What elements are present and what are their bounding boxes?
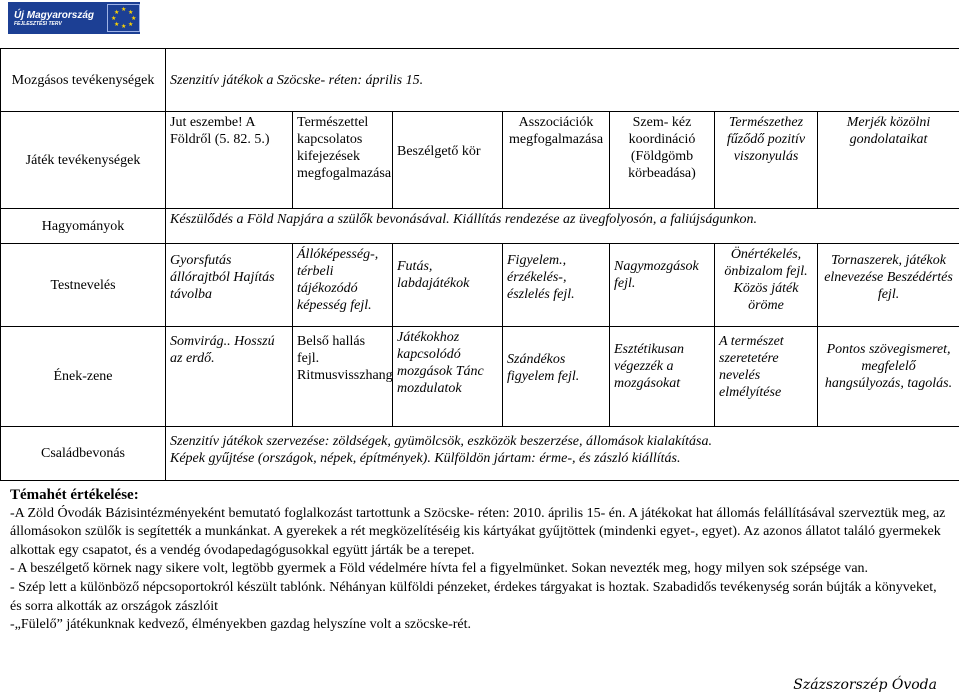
jatek-col5-text: Szem- kéz koordináció (Földgömb körbeadása) — [628, 115, 696, 181]
test-col4-text: Figyelem., érzékelés-, észlelés fejl. — [507, 253, 575, 302]
enek-col4 — [503, 327, 610, 427]
row-jatek — [1, 112, 959, 209]
row-hagyomanyok — [1, 209, 959, 244]
enek-col6 — [715, 327, 818, 427]
evaluation-heading: Témahét értékelése: — [10, 487, 139, 503]
eu-flag-icon: ★ ★ ★ ★ ★ ★ ★ ★ — [107, 4, 140, 32]
cell-hagyomanyok — [166, 209, 959, 244]
enek-col1-text: Somvirág.. Hosszú az erdő. — [170, 334, 275, 366]
enek-col3-text: Játékokhoz kapcsolódó mozgások Tánc mozdulatok — [397, 330, 484, 396]
csaladbevonas-line2: Képek gyűjtése (országok, népek, építmények). Külföldön jártam: érme-, és zászló kiállítás. — [170, 451, 681, 466]
row-csaladbevonas — [1, 427, 959, 481]
test-col3 — [393, 244, 503, 327]
jatek-col6 — [715, 112, 818, 209]
evaluation-p4: -„Fülelő” játékunknak kedvező, élményekben gazdag helyszíne volt a szöcske-rét. — [10, 617, 472, 633]
jatek-col2 — [293, 112, 393, 209]
test-col6 — [715, 244, 818, 327]
enek-col7-text: Pontos szövegismeret, megfelelő hangsúlyozás, tagolás. — [824, 342, 953, 391]
jatek-col1-text: Jut eszembe! A Földről (5. 82. 5.) — [170, 115, 270, 147]
label-enek: Ének-zene — [1, 327, 166, 427]
test-col5-text: Nagymozgások fejl. — [614, 259, 699, 291]
test-col2-text: Állóképesség-, térbeli tájékozódó képesség fejl. — [297, 247, 379, 313]
test-col7 — [818, 244, 959, 327]
csaladbevonas-line1: Szenzitív játékok szervezése: zöldségek, gyümölcsök, eszközök beszerzése, állomások kialakítása. — [170, 434, 712, 449]
enek-col5 — [610, 327, 715, 427]
evaluation-p2: - A beszélgető körnek nagy sikere volt, legtöbb gyermek a Föld védelmére hívta fel a figyelmünket. Sokan nevezték meg, hogy milyen sok szépsége van. — [10, 561, 869, 577]
jatek-col4 — [503, 112, 610, 209]
cell-mozgasos — [166, 49, 959, 112]
mozgasos-text: Szenzitív játékok a Szöcske- réten: április 15. — [170, 72, 424, 88]
jatek-col4-text: Asszociációk megfogalmazása — [508, 115, 604, 147]
jatek-col6-text: Természethez fűződő pozitív viszonyulás — [726, 115, 806, 164]
label-mozgasos: Mozgásos tevékenységek — [1, 49, 166, 112]
jatek-col7 — [818, 112, 959, 209]
footer-signature: Százszorszép Óvoda — [793, 677, 937, 693]
test-col6-text: Önértékelés, önbizalom fejl. Közös játék öröme — [724, 247, 808, 313]
logo-text — [8, 10, 101, 27]
weekly-plan-table — [0, 48, 959, 481]
csaladbevonas-text — [166, 427, 959, 469]
test-col1 — [166, 244, 293, 327]
test-col7-text: Tornaszerek, játékok elnevezése Beszédértés fejl. — [824, 253, 953, 302]
jatek-col3-text: Beszélgető kör — [397, 143, 481, 159]
test-col4 — [503, 244, 610, 327]
test-col5 — [610, 244, 715, 327]
test-col3-text: Futás, labdajátékok — [397, 259, 470, 291]
enek-col1 — [166, 327, 293, 427]
label-testneveles: Testnevelés — [1, 244, 166, 327]
hagyomanyok-text: Készülődés a Föld Napjára a szülők bevonásával. Kiállítás rendezése az üvegfolyosón, a faliújságunkon. — [170, 212, 758, 227]
test-col2 — [293, 244, 393, 327]
jatek-col3 — [393, 112, 503, 209]
test-col1-text: Gyorsfutás állórajtból Hajítás távolba — [170, 253, 275, 302]
enek-col5-text: Esztétikusan végezzék a mozgásokat — [614, 342, 684, 391]
logo-line1: Új Magyarország — [14, 9, 95, 21]
jatek-col5 — [610, 112, 715, 209]
jatek-col2-text: Természettel kapcsolatos kifejezések megfogalmazása — [297, 115, 392, 181]
label-jatek: Játék tevékenységek — [1, 112, 166, 209]
cell-csaladbevonas — [166, 427, 959, 481]
row-testneveles — [1, 244, 959, 327]
row-mozgasos — [1, 49, 959, 112]
enek-col2 — [293, 327, 393, 427]
evaluation-p1: -A Zöld Óvodák Bázisintézményeként bemutató foglalkozást tartottunk a Szöcske- réten: 2010. április 15- én. A játékokat hat állomás felállításával szerveztük meg, az állomásokon szülők is segítették a munkánkat. A gyerekek a rét megközelítéséig kis kártyákat gyűjtöttek (mindenki egyet-, egyet). Az azonos állatot találó gyermekek alkottak egy csapatot, és a vendég óvodapedagógusokkal együtt járták be a terepet. — [10, 505, 946, 558]
evaluation-section — [10, 486, 950, 635]
enek-col7 — [818, 327, 959, 427]
jatek-col1 — [166, 112, 293, 209]
enek-col6-text: A természet szeretetére nevelés elmélyítése — [719, 334, 784, 400]
jatek-col7-text: Merjék közölni gondolataikat — [846, 115, 931, 147]
label-hagyomanyok: Hagyományok — [1, 209, 166, 244]
evaluation-p3: - Szép lett a különböző népcsoportokról készült tablónk. Néhányan külföldi pénzeket, érdekes tárgyakat is hoztak. Szabadidős tevékenység során bújták a könyveket, és sorra alkották az országok zászlóit — [10, 579, 937, 614]
logo-line2: FEJLESZTÉSI TERV — [14, 20, 62, 27]
enek-col3 — [393, 327, 503, 427]
label-csaladbevonas: Családbevonás — [1, 427, 166, 481]
row-enek — [1, 327, 959, 427]
enek-col4-text: Szándékos figyelem fejl. — [507, 352, 580, 384]
enek-col2-text: Belső hallás fejl. Ritmusvisszhang — [297, 334, 393, 383]
logo — [8, 2, 140, 34]
